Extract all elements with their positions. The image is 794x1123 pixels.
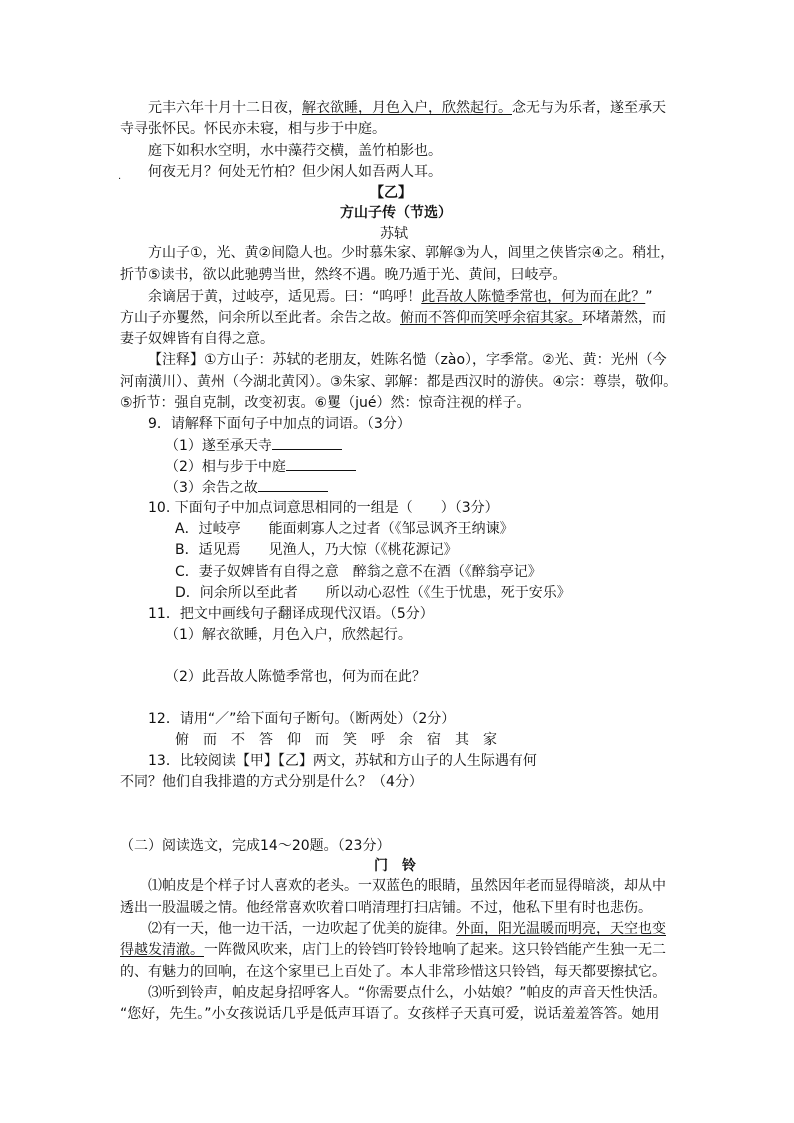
- yi-notes-line-2: 河南潢川）、黄州（今湖北黄冈）。③朱家、郭解：都是西汉时的游侠。④宗：尊崇，敬仰。: [120, 374, 678, 390]
- text: 方山子亦矍然，问余所以至此者。余告之故。: [120, 310, 400, 326]
- yi-paragraph-1-line-1: 方山子①，光、黄②间隐人也。少时慕朱家、郭解③为人，闾里之侠皆宗④之。稍壮，: [148, 245, 675, 261]
- text: 一阵微风吹来，店门上的铃铛叮铃铃地响了起来。这只铃铛能产生独一无二: [204, 942, 666, 958]
- text: ⑵有一天，他一边干活，一边吹起了优美的旋律。: [148, 921, 456, 937]
- underlined-sentence-4: 外面，阳光温暖而明亮，天空也变: [456, 921, 666, 937]
- yi-author: 苏轼: [380, 226, 408, 242]
- part2-title: 门 铃: [374, 858, 416, 874]
- part2-paragraph-1-line-1: ⑴帕皮是个样子讨人喜欢的老头。一双蓝色的眼睛，虽然因年老而显得暗淡，却从中: [148, 878, 666, 894]
- part2-paragraph-1-line-2: 透出一股温暖之情。他经常喜欢吹着口哨清理打扫店铺。不过，他私下里有时也悲伤。: [120, 900, 652, 916]
- part2-paragraph-3-line-2: “您好，先生。”小女孩说话几乎是低声耳语了。女孩样子天真可爱，说话羞羞答答。她用: [120, 1006, 660, 1022]
- underlined-sentence-4-cont: 得越发清澈。: [120, 942, 204, 958]
- q12-sentence: 俯而不答仰而笑呼余宿其家: [175, 732, 511, 748]
- q10-option-b: B．适见焉 见渔人，乃大惊（《桃花源记》: [175, 542, 458, 558]
- stray-dot: .: [118, 171, 122, 182]
- underlined-sentence-1: 解衣欲睡，月色入户，欣然起行。: [302, 100, 512, 116]
- text: 余谪居于黄，过岐亭，适见焉。曰：“呜呼！: [148, 289, 422, 305]
- q10-stem: 10. 下面句子中加点词意思相同的一组是（ ）（3分）: [148, 500, 499, 516]
- q9-item-3: [165, 477, 328, 498]
- text: （1）遂至承天寺: [165, 438, 272, 454]
- text: 念无与为乐者，遂至承天: [512, 100, 666, 116]
- q13-stem-line-2: 不同？他们自我排遣的方式分别是什么？（4分）: [120, 774, 423, 790]
- q10-option-c: C．妻子奴婢皆有自得之意 醉翁之意不在酒（《醉翁亭记》: [175, 564, 542, 580]
- answer-blank[interactable]: [286, 456, 356, 471]
- q9-stem: 9．请解释下面句子中加点的词语。（3分）: [148, 416, 411, 432]
- answer-blank[interactable]: [258, 477, 328, 492]
- yi-notes-line-1: 【注释】①方山子：苏轼的老朋友，姓陈名慥（zào），字季常。②光、黄：光州（今: [148, 352, 667, 368]
- text: 元丰六年十月十二日夜，: [148, 100, 302, 116]
- jia-paragraph-2: 庭下如积水空明，水中藻荇交横，盖竹柏影也。: [148, 143, 442, 159]
- q13-stem-line-1: 13．比较阅读【甲】【乙】两文，苏轼和方山子的人生际遇有何: [148, 753, 537, 769]
- jia-paragraph-1-line-2: 寺寻张怀民。怀民亦未寝，相与步于中庭。: [120, 121, 386, 137]
- q9-item-1: [165, 435, 342, 456]
- jia-paragraph-3: 何夜无月？何处无竹柏？但少闲人如吾两人耳。: [148, 164, 442, 180]
- underlined-sentence-2: 此吾故人陈慥季常也，何为而在此？: [421, 289, 646, 305]
- text: 环堵萧然，而: [582, 310, 666, 326]
- q11-item-1: （1）解衣欲睡，月色入户，欣然起行。: [165, 627, 412, 643]
- q12-stem: 12．请用“／”给下面句子断句。（断两处）（2分）: [148, 711, 456, 727]
- text: ”: [645, 289, 653, 305]
- part2-heading: （二）阅读选文，完成14～20题。（23分）: [120, 838, 391, 854]
- yi-paragraph-2-line-1: [148, 287, 653, 307]
- q11-stem: 11．把文中画线句子翻译成现代汉语。（5分）: [148, 606, 434, 622]
- underlined-sentence-3: 俯而不答仰而笑呼余宿其家。: [400, 310, 582, 326]
- part2-paragraph-2-line-1: [148, 919, 666, 939]
- yi-paragraph-2-line-2: [120, 308, 666, 328]
- yi-paragraph-1-line-2: 折节⑤读书，欲以此驰骋当世，然终不遇。晚乃遁于光、黄间，曰岐亭。: [120, 267, 567, 283]
- yi-title: 方山子传（节选）: [340, 205, 452, 221]
- part2-paragraph-3-line-1: ⑶听到铃声，帕皮起身招呼客人。“你需要点什么，小姑娘？”帕皮的声音天性快活。: [148, 985, 667, 1001]
- q10-option-a: A．过岐亭 能面刺寡人之过者（《邹忌讽齐王纳谏》: [175, 521, 514, 537]
- text: （3）余告之故: [165, 480, 258, 496]
- yi-label: 【乙】: [370, 185, 412, 201]
- q11-item-2: （2）此吾故人陈慥季常也，何为而在此？: [165, 669, 426, 685]
- part2-paragraph-2-line-3: 的、有魅力的回响，在这个家里已上百处了。本人非常珍惜这只铃铛，每天都要擦拭它。: [120, 964, 666, 980]
- yi-notes-line-3: ⑤折节：强自克制，改变初衷。⑥矍（jué）然：惊奇注视的样子。: [120, 395, 531, 411]
- q9-item-2: [165, 456, 356, 477]
- q10-option-d: D．问余所以至此者 所以动心忍性（《生于忧患，死于安乐》: [175, 585, 571, 601]
- answer-blank[interactable]: [272, 435, 342, 450]
- text: （2）相与步于中庭: [165, 459, 286, 475]
- yi-paragraph-2-line-3: 妻子奴婢皆有自得之意。: [120, 331, 274, 347]
- jia-paragraph-1-line-1: [148, 98, 666, 118]
- part2-paragraph-2-line-2: [120, 940, 666, 960]
